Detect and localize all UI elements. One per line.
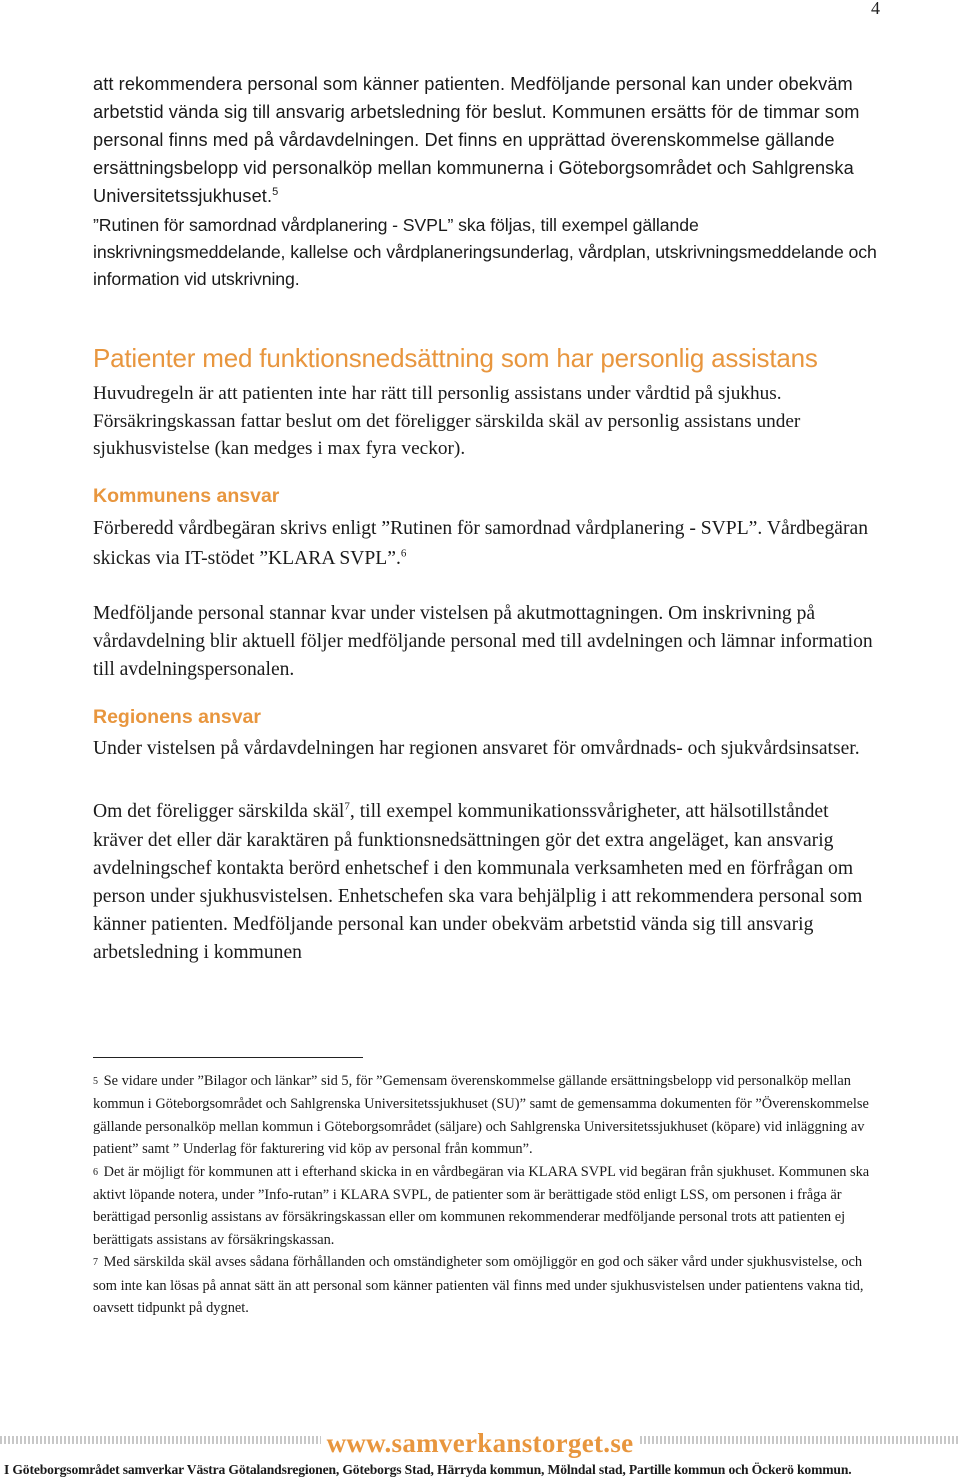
footnote-5-number: 5 — [93, 1076, 98, 1087]
kommunens-ansvar-paragraph-2: Medföljande personal stannar kvar under vistelsen på akutmottagningen. Om inskrivning på vårdavdelning blir aktuell följer medföljande personal med till avdelningen och lämnar information till avdelningspersonalen. — [93, 602, 873, 680]
footnote-6-text: Det är möjligt för kommunen att i efterhand skicka in en vårdbegäran via KLARA SVPL vid begäran från sjukhuset. Kommunen ska aktivt löpande notera, under ”Info-rutan” i KLARA SVPL, de patienter som är berättigade stöd enligt LSS, om personen i fråga är berättigad personlig assistans av försäkringskassan eller om kommunen rekommenderar medföljande personal trots att patienten ej berättigats assistans av försäkringskassan. — [93, 1163, 870, 1248]
regionens-ansvar-heading: Regionens ansvar — [93, 706, 261, 729]
footnote-7-number: 7 — [93, 1257, 98, 1269]
section-paragraph-1: Huvudregeln är att patienten inte har rätt till personlig assistans under vårdtid på sjukhus. — [93, 383, 782, 404]
footer-website — [0, 1428, 960, 1459]
footnote-separator — [93, 1057, 363, 1058]
kommunens-ansvar-paragraph-1-text: Förberedd vårdbegäran skrivs enligt ”Rutinen för samordnad vårdplanering - SVPL”. Vårdbegäran skickas via IT-stödet ”KLARA SVPL”. — [93, 517, 868, 569]
section-title: Patienter med funktionsnedsättning som har personlig assistans — [93, 343, 818, 373]
footer-website-text: www.samverkanstorget.se — [321, 1428, 640, 1458]
document-body — [93, 70, 883, 968]
footnote-7 — [93, 1251, 878, 1319]
page-number: 4 — [871, 0, 880, 18]
final-paragraph-start: Om det föreligger särskilda skäl — [93, 801, 345, 823]
final-paragraph-rest: , till exempel kommunikationssvårigheter, att hälsotillståndet kräver det eller där karaktären på funktionsnedsättningen gör det extra angeläget, kan ansvarig avdelningschef kontakta berörd enhetschef i den kommunala verksamheten med en förfrågan om person under sjukhusvistelsen. Enhetschefen ska vara behjälplig i att rekommendera personal som känner patienten. Medföljande personal kan under obekväm arbetstid vända sig till ansvarig arbetsledning i kommunen — [93, 801, 863, 964]
final-paragraph — [93, 798, 883, 967]
kommunens-ansvar-heading: Kommunens ansvar — [93, 484, 280, 507]
footnote-5 — [93, 1070, 878, 1161]
footnote-7-text: Med särskilda skäl avses sådana förhållanden och omständigheter som omöjliggör en god och säker vård under sjukhusvistelse, och som inte kan lösas på annat sätt än att personal som känner patienten väl finns med under sjukhusvistelsen under patientens vakna tid, oavsett tidpunkt på dygnet. — [93, 1254, 864, 1317]
intro-paragraph-1-text: att rekommendera personal som känner patienten. Medföljande personal kan under obekväm arbetstid vända sig till ansvarig arbetsledning för beslut. Kommunen ersätts för de timmar som personal finns med på vårdavdelningen. Det finns en upprättad överenskommelse gällande ersättningsbelopp vid personalköp mellan kommunerna i Göteborgsområdet och Sahlgrenska Universitetssjukhuset. — [93, 74, 860, 206]
intro-paragraph-2: ”Rutinen för samordnad vårdplanering - SVPL” ska följas, till exempel gällande inskrivningsmeddelande, kallelse och vårdplaneringsunderlag, vårdplan, utskrivningsmeddelande och information vid utskrivning. — [93, 215, 877, 289]
footnote-ref-6: 6 — [400, 546, 407, 559]
footnote-6-number: 6 — [93, 1166, 98, 1178]
footnotes — [93, 1070, 878, 1319]
regionens-ansvar-paragraph: Under vistelsen på vårdavdelningen har regionen ansvaret för omvårdnads- och sjukvårdsinsatser. — [93, 738, 860, 760]
footnote-ref-5: 5 — [272, 185, 279, 198]
intro-paragraph-1 — [93, 70, 883, 210]
footnote-6 — [93, 1161, 878, 1252]
footnote-ref-7: 7 — [344, 800, 350, 813]
kommunens-ansvar-paragraph-1 — [93, 514, 883, 574]
section-paragraph-2: Försäkringskassan fattar beslut om det föreligger särskilda skäl av personlig assistans under sjukhusvistelse (kan medges i max fyra veckor). — [93, 410, 801, 459]
footer-partners-text: I Göteborgsområdet samverkar Västra Götalandsregionen, Göteborgs Stad, Härryda kommun, Mölndal stad, Partille kommun och Öckerö kommun. — [4, 1462, 852, 1477]
footnote-5-text: Se vidare under ”Bilagor och länkar” sid 5, för ”Gemensam överenskommelse gällande ersättningsbelopp vid personalköp mellan kommun i Göteborgsområdet och Sahlgrenska Universitetssjukhuset (SU)” samt de gemensamma dokumenten för ”Överenskommelse gällande personalköp mellan kommun i Göteborgsområdet (säljare) och Sahlgrenska Universitetssjukhuset (köpare) vid inläggning av patient” samt ” Underlag för fakturering vid köp av personal från kommun”. — [93, 1073, 869, 1158]
